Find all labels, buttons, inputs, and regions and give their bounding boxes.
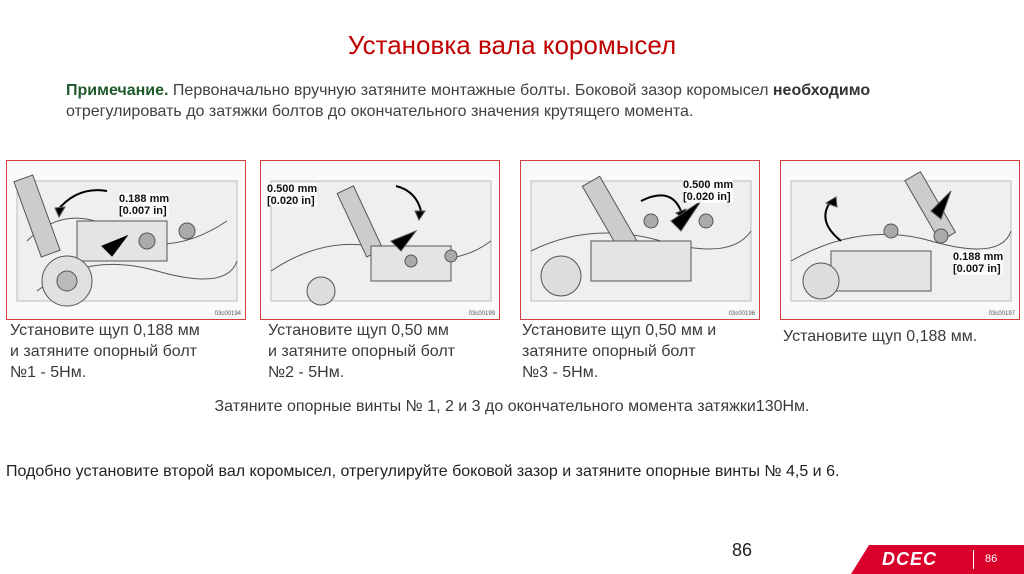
figure-code-2: 03c00199	[468, 311, 495, 317]
caption-4-line-1: Установите щуп 0,188 мм.	[783, 328, 978, 345]
caption-3-line-1: Установите щуп 0,50 мм и	[522, 322, 717, 339]
note-emphasis: необходимо	[772, 82, 871, 99]
caption-1-line-2: и затяните опорный болт	[10, 343, 197, 360]
measure-mm-3: 0.500 mm	[683, 179, 734, 191]
measure-in-3: [0.020 in]	[683, 191, 731, 203]
measure-mm-4: 0.188 mm	[953, 251, 1004, 263]
figure-code-4: 03c00197	[988, 311, 1015, 317]
measure-in-2: [0.020 in]	[267, 195, 315, 207]
measure-mm-2: 0.500 mm	[267, 183, 318, 195]
note-text-2: отрегулировать до затяжки болтов до окончательного значения крутящего момента.	[66, 103, 694, 120]
note-paragraph	[66, 80, 976, 122]
caption-2-line-3: №2 - 5Нм.	[268, 364, 345, 381]
illustration-panel-2	[260, 160, 500, 320]
note-label: Примечание.	[66, 82, 169, 99]
caption-1-line-3: №1 - 5Нм.	[10, 364, 87, 381]
illustration-panel-1	[6, 160, 246, 320]
page-title: Установка вала коромысел	[347, 30, 677, 60]
measure-mm-1: 0.188 mm	[119, 193, 170, 205]
figure-code-3: 03c00196	[728, 311, 755, 317]
footer-bar	[851, 545, 1024, 574]
engine-drawing-1	[7, 161, 246, 320]
caption-2-line-1: Установите щуп 0,50 мм	[268, 322, 449, 339]
caption-1	[10, 320, 200, 383]
measure-in-4: [0.007 in]	[953, 263, 1001, 275]
illustration-panel-4	[780, 160, 1020, 320]
caption-1-line-1: Установите щуп 0,188 мм	[10, 322, 200, 339]
engine-drawing-4	[781, 161, 1020, 320]
second-shaft-text: Подобно установите второй вал коромысел, отрегулируйте боковой зазор и затяните опорные винты № 4,5 и 6.	[6, 463, 840, 480]
page-number: 86	[732, 540, 753, 560]
note-text-1: Первоначально вручную затяните монтажные болты. Боковой зазор коромысел	[168, 82, 773, 99]
footer-separator	[973, 550, 974, 569]
final-torque-text: Затяните опорные винты № 1, 2 и 3 до окончательного момента затяжки130Нм.	[214, 398, 810, 415]
caption-2	[268, 320, 455, 383]
figure-code-1: 03c00194	[214, 311, 241, 317]
caption-2-line-2: и затяните опорный болт	[268, 343, 455, 360]
illustration-panel-3	[520, 160, 760, 320]
caption-3-line-3: №3 - 5Нм.	[522, 364, 599, 381]
caption-3-line-2: затяните опорный болт	[522, 343, 696, 360]
dcec-logo: DCEC	[882, 549, 938, 569]
caption-4	[783, 326, 977, 347]
measure-in-1: [0.007 in]	[119, 205, 167, 217]
caption-3	[522, 320, 716, 383]
footer-page-number: 86	[985, 553, 998, 565]
